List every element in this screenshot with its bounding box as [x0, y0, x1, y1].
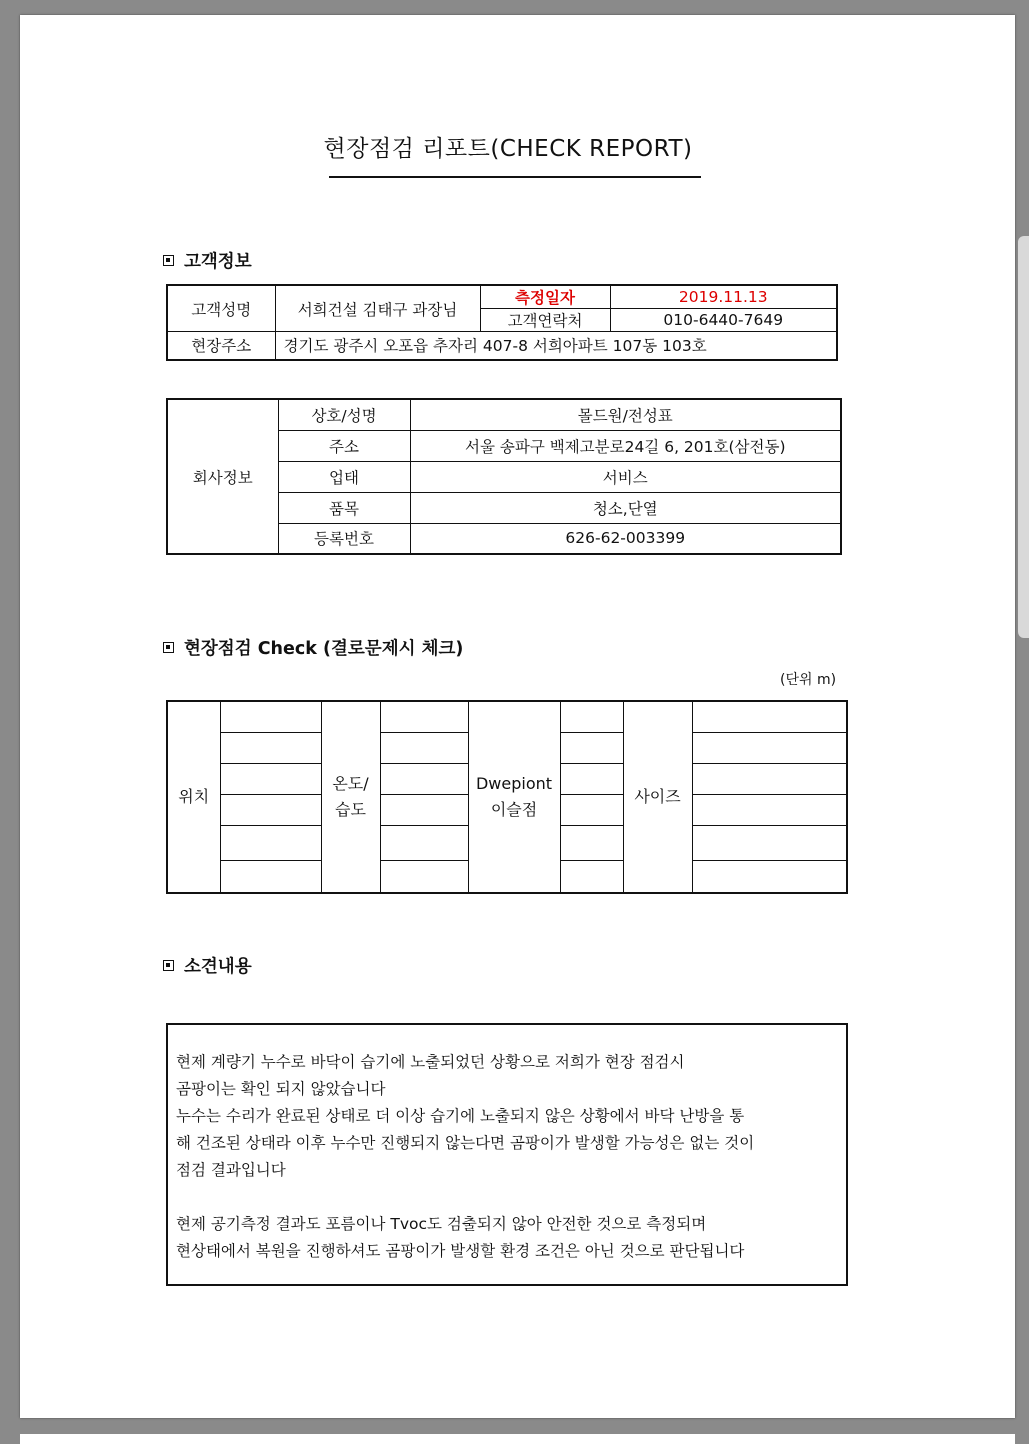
section-check-heading [163, 635, 463, 660]
square-bullet-icon [163, 642, 174, 653]
company-row-value: 청소,단열 [410, 492, 841, 523]
customer-name-value: 서희건설 김태구 과장님 [275, 285, 480, 332]
temp-cell [380, 825, 468, 860]
dewpoint-header [468, 701, 560, 893]
notes-line: 곰팡이는 확인 되지 않았습니다 [176, 1080, 386, 1098]
next-page-edge [20, 1434, 1015, 1444]
company-info-table [166, 398, 842, 555]
size-cell [692, 763, 847, 794]
customer-info-table [166, 284, 838, 361]
location-header: 위치 [167, 701, 220, 893]
dewpoint-header-line2: 이슬점 [490, 800, 538, 819]
notes-line: 누수는 수리가 완료된 상태로 더 이상 습기에 노출되지 않은 상황에서 바닥 난방을 통 [176, 1107, 745, 1125]
company-row-label: 주소 [278, 430, 410, 461]
notes-line: 해 건조된 상태라 이후 누수만 진행되지 않는다면 곰팡이가 발생할 가능성은 없는 것이 [176, 1134, 755, 1152]
customer-contact-value: 010-6440-7649 [610, 309, 837, 332]
dewpoint-cell [560, 763, 623, 794]
dewpoint-cell [560, 794, 623, 825]
company-row-value: 서울 송파구 백제고분로24길 6, 201호(삼전동) [410, 430, 841, 461]
size-header: 사이즈 [623, 701, 692, 893]
company-group-label: 회사정보 [167, 399, 278, 554]
square-bullet-icon [163, 960, 174, 971]
section-notes-label: 소견내용 [184, 957, 252, 977]
company-row-label: 상호/성명 [278, 399, 410, 430]
notes-line: 현제 계량기 누수로 바닥이 습기에 노출되었던 상황으로 저희가 현장 점검시 [176, 1053, 685, 1071]
size-cell [692, 825, 847, 860]
location-cell [220, 794, 321, 825]
dewpoint-cell [560, 732, 623, 763]
dewpoint-cell [560, 860, 623, 893]
location-cell [220, 825, 321, 860]
company-row-value: 서비스 [410, 461, 841, 492]
notes-gap [176, 1184, 838, 1211]
dewpoint-header-line1: Dwepiont [475, 774, 553, 793]
notes-box [166, 1023, 848, 1286]
size-cell [692, 701, 847, 732]
location-cell [220, 860, 321, 893]
square-bullet-icon [163, 255, 174, 266]
temp-humidity-header [321, 701, 380, 893]
notes-line: 점검 결과입니다 [176, 1161, 286, 1179]
location-cell [220, 732, 321, 763]
section-customer-label: 고객정보 [184, 252, 252, 272]
company-row-value: 몰드원/전성표 [410, 399, 841, 430]
temp-header-line2: 습도 [335, 800, 366, 819]
dewpoint-cell [560, 825, 623, 860]
temp-cell [380, 860, 468, 893]
unit-label: (단위 m) [780, 672, 837, 688]
temp-cell [380, 732, 468, 763]
temp-cell [380, 794, 468, 825]
measure-date-label: 측정일자 [480, 285, 610, 309]
scrollbar[interactable] [1018, 236, 1029, 638]
customer-contact-label: 고객연락처 [480, 309, 610, 332]
temp-header-line1: 온도/ [332, 774, 369, 793]
notes-line: 현상태에서 복원을 진행하셔도 곰팡이가 발생할 환경 조건은 아닌 것으로 판단됩니다 [176, 1242, 745, 1260]
company-row-label: 등록번호 [278, 523, 410, 554]
site-address-value: 경기도 광주시 오포읍 추자리 407-8 서희아파트 107동 103호 [275, 332, 837, 360]
temp-cell [380, 763, 468, 794]
customer-name-label: 고객성명 [167, 285, 275, 332]
size-cell [692, 732, 847, 763]
site-check-table [166, 700, 848, 894]
section-customer-heading [163, 248, 252, 273]
section-check-label: 현장점검 Check (결로문제시 체크) [184, 639, 464, 659]
page-title: 현장점검 리포트(CHECK REPORT) [323, 136, 693, 162]
notes-line: 현제 공기측정 결과도 포름이나 Tvoc도 검출되지 않아 안전한 것으로 측정되며 [176, 1215, 707, 1233]
location-cell [220, 763, 321, 794]
company-row-label: 품목 [278, 492, 410, 523]
section-notes-heading [163, 953, 252, 978]
measure-date-value: 2019.11.13 [610, 285, 837, 309]
size-cell [692, 794, 847, 825]
dewpoint-cell [560, 701, 623, 732]
site-address-label: 현장주소 [167, 332, 275, 360]
company-row-label: 업태 [278, 461, 410, 492]
temp-cell [380, 701, 468, 732]
title-underline [329, 176, 701, 178]
company-row-value: 626-62-003399 [410, 523, 841, 554]
size-cell [692, 860, 847, 893]
location-cell [220, 701, 321, 732]
